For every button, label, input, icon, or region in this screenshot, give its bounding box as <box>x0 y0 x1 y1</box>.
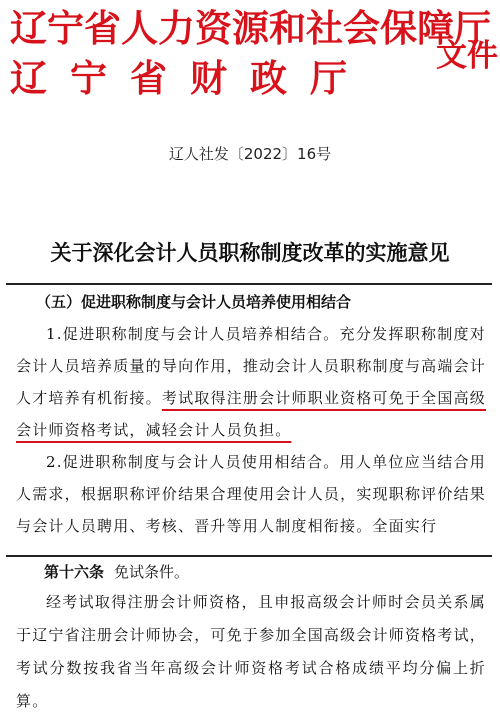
article-body: 经考试取得注册会计师资格，且申报高级会计师时会员关系属于辽宁省注册会计师协会，可免于参加全国高级会计师资格考试，考试分数按我省当年高级会计师资格考试合格成绩平均分偏上折算。 <box>16 593 486 710</box>
excerpt-section-five <box>6 283 492 557</box>
paragraph-usage: 2.促进职称制度与会计人员使用相结合。用人单位应当结合用人需求，根据职称评价结果合理使用会计人员，实现职称评价结果与会计人员聘用、考核、晋升等用人制度相衔接。全面实行 <box>16 453 486 535</box>
issuer-line-finance: 辽宁省财政厅 <box>10 56 370 100</box>
article-number: 第十六条 <box>44 563 105 581</box>
excerpt-article-sixteen <box>6 556 492 724</box>
document-header <box>0 0 500 118</box>
issuer-line-hrss: 辽宁省人力资源和社会保障厅 <box>10 6 491 50</box>
article-title: 免试条件。 <box>114 563 190 581</box>
section-heading: （五）促进职称制度与会计人员培养使用相结合 <box>36 293 352 311</box>
paragraph-training-text: 1.促进职称制度与会计人员培养相结合。充分发挥职称制度对会计人员培养质量的导向作用，推动会计人员职称制度与高端会计人才培养有机衔接。 <box>16 325 486 407</box>
document-number: 辽人社发〔2022〕16号 <box>168 145 332 163</box>
article-heading <box>44 560 189 584</box>
document-title: 关于深化会计人员职称制度改革的实施意见 <box>50 241 450 265</box>
document-label: 文件 <box>436 38 498 74</box>
highlighted-exemption-text: 考试取得注册会计师职业资格可免于全国高级会计师资格考试，减轻会计人员负担。 <box>16 389 486 439</box>
paragraph-training <box>16 318 486 446</box>
